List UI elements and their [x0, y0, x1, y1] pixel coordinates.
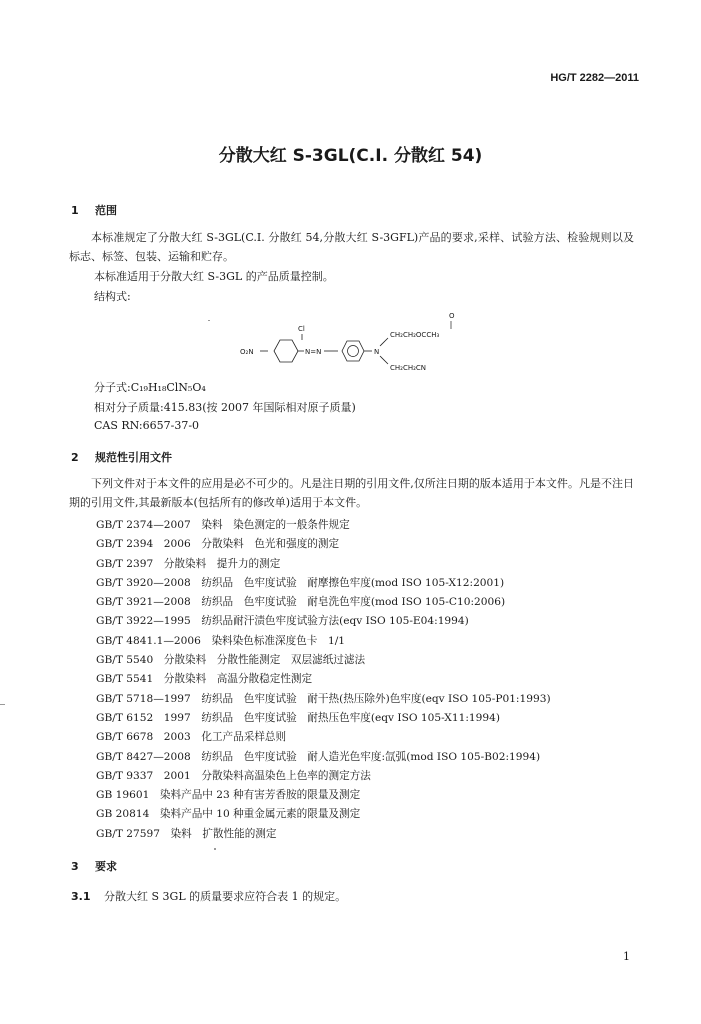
- reference-item: GB/T 2394 2006 分散染料 色光和强度的测定: [96, 538, 340, 551]
- scan-mark: [214, 848, 216, 850]
- section-title: 规范性引用文件: [95, 451, 172, 464]
- reference-item: GB/T 8427—2008 纺织品 色牢度试验 耐人造光色牢度:氙弧(mod ISO 105-B02:1994): [96, 750, 541, 763]
- cas-number: CAS RN:6657-37-0: [94, 419, 200, 432]
- benzene-ring-1: [274, 340, 298, 362]
- reference-item: GB/T 3920—2008 纺织品 色牢度试验 耐摩擦色牢度(mod ISO 105-X12:2001): [96, 576, 505, 589]
- section-title: 范围: [95, 204, 117, 217]
- clause-text: 分散大红 S 3GL 的质量要求应符合表 1 的规定。: [104, 890, 347, 903]
- chlorine-label: Cl: [298, 325, 305, 333]
- section-number: 1: [71, 204, 79, 217]
- reference-item: GB/T 5541 分散染料 高温分散稳定性测定: [96, 673, 313, 686]
- carbonyl-oxygen-label: O: [449, 312, 455, 320]
- reference-item: GB/T 2374—2007 染料 染色测定的一般条件规定: [96, 519, 350, 531]
- reference-item: GB/T 9337 2001 分散染料高温染色上色率的测定方法: [96, 769, 371, 782]
- reference-item: GB 20814 染料产品中 10 种重金属元素的限量及测定: [96, 808, 361, 821]
- cyanoethyl-label: CH₂CH₂CN: [390, 364, 427, 372]
- reference-item: GB/T 6152 1997 纺织品 色牢度试验 耐热压色牢度(eqv ISO 105-X11:1994): [96, 711, 500, 724]
- normative-references-list: [96, 516, 551, 844]
- molecular-formula: 分子式:C₁₉H₁₈ClN₅O₄: [94, 381, 206, 394]
- reference-item: GB 19601 染料产品中 23 种有害芳香胺的限量及测定: [96, 789, 361, 802]
- reference-item: GB/T 4841.1—2006 染料染色标准深度色卡 1/1: [96, 634, 346, 647]
- standard-number: HG/T 2282—2011: [550, 72, 639, 84]
- reference-item: GB/T 3921—2008 纺织品 色牢度试验 耐皂洗色牢度(mod ISO 105-C10:2006): [96, 596, 506, 609]
- section-number: 2: [71, 451, 79, 464]
- section-number: 3: [71, 860, 79, 873]
- document-title: 分散大红 S-3GL(C.I. 分散红 54): [218, 146, 483, 166]
- amine-nitrogen-label: N: [374, 348, 380, 356]
- section-2-heading: [71, 449, 172, 465]
- scan-mark: [0, 704, 5, 705]
- reference-item: GB/T 27597 染料 扩散性能的测定: [96, 827, 277, 840]
- scan-mark: [208, 320, 210, 321]
- molecular-weight: 相对分子质量:415.83(按 2007 年国际相对原子质量): [94, 401, 356, 414]
- section-3-heading: [71, 858, 117, 874]
- nitro-label: O₂N: [240, 348, 254, 356]
- clause-number: 3.1: [71, 890, 91, 903]
- applicability-paragraph: 本标准适用于分散大红 S-3GL 的产品质量控制。: [94, 270, 334, 283]
- requirement-3-1: [71, 888, 346, 904]
- reference-item: GB/T 5718—1997 纺织品 色牢度试验 耐干热(热压除外)色牢度(eqv ISO 105-P01:1993): [96, 692, 551, 705]
- azo-label: N=N: [305, 348, 322, 356]
- section-1-heading: [71, 202, 117, 218]
- benzene-ring-2: [342, 341, 364, 361]
- structural-formula: [230, 308, 490, 378]
- acetoxyethyl-label: CH₂CH₂OCCH₃: [390, 331, 440, 339]
- reference-item: GB/T 6678 2003 化工产品采样总则: [96, 731, 287, 744]
- scope-paragraph: 本标准规定了分散大红 S-3GL(C.I. 分散红 54,分散大红 S-3GFL)产品的要求,采样、试验方法、检验规则以及标志、标签、包装、运输和贮存。: [69, 231, 634, 263]
- reference-item: GB/T 3922—1995 纺织品耐汗渍色牢度试验方法(eqv ISO 105-E04:1994): [96, 615, 469, 628]
- references-intro: 下列文件对于本文件的应用是必不可少的。凡是注日期的引用文件,仅所注日期的版本适用于本文件。凡是不注日期的引用文件,其最新版本(包括所有的修改单)适用于本文件。: [69, 477, 634, 509]
- page-number: 1: [623, 950, 630, 963]
- reference-item: GB/T 5540 分散染料 分散性能测定 双层滤纸过滤法: [96, 654, 366, 667]
- section-title: 要求: [95, 860, 117, 873]
- reference-item: GB/T 2397 分散染料 提升力的测定: [96, 557, 281, 570]
- structure-label: 结构式:: [94, 290, 131, 303]
